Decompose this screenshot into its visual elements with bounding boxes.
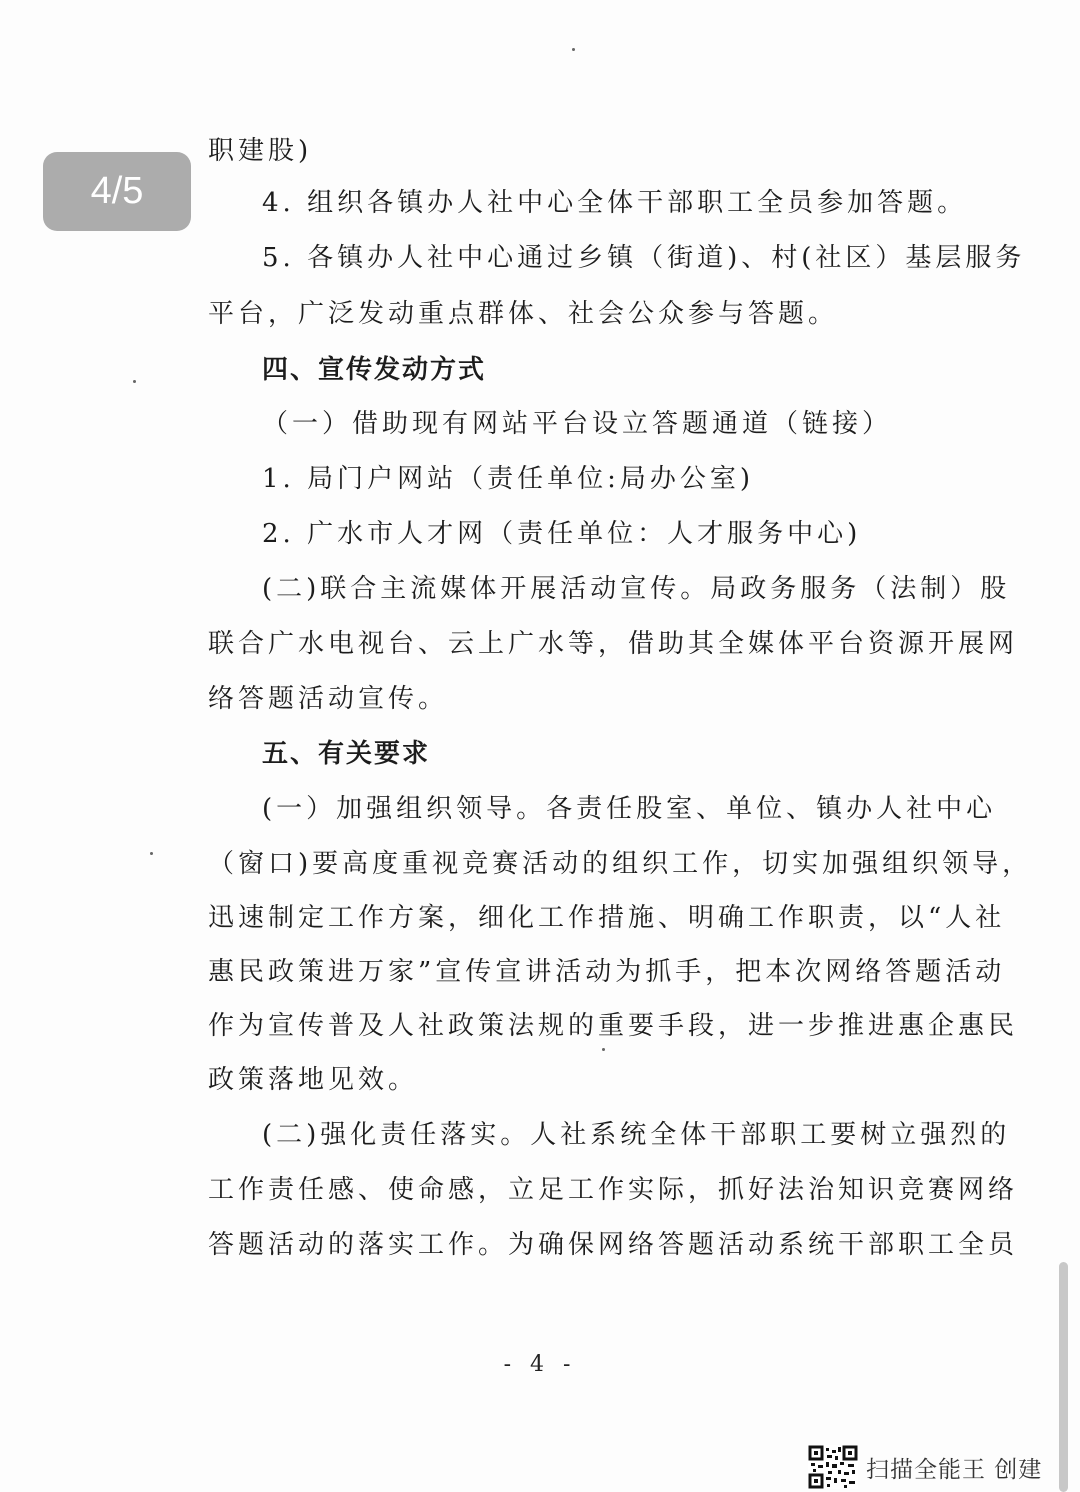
doc-line-7: 1. 局门户网站（责任单位:局办公室) (262, 464, 754, 494)
doc-line-3: 5. 各镇办人社中心通过乡镇（街道)、村(社区）基层服务 (262, 243, 1026, 273)
doc-line-4: 平台，广泛发动重点群体、社会公众参与答题。 (208, 299, 839, 329)
scan-speck (572, 48, 575, 51)
doc-line-13: (一）加强组织领导。各责任股室、单位、镇办人社中心 (262, 794, 997, 824)
doc-line-10: 联合广水电视台、云上广水等，借助其全媒体平台资源开展网 (208, 629, 1019, 659)
watermark-text: 扫描全能王 创建 (866, 1456, 1043, 1483)
doc-line-2: 4. 组织各镇办人社中心全体干部职工全员参加答题。 (262, 188, 968, 218)
doc-line-15: 迅速制定工作方案，细化工作措施、明确工作职责，以“人社 (208, 903, 1006, 933)
doc-line-18: 政策落地见效。 (208, 1065, 419, 1095)
doc-line-8: 2. 广水市人才网（责任单位：人才服务中心) (262, 519, 862, 549)
doc-line-11: 络答题活动宣传。 (208, 684, 449, 714)
scan-speck (133, 380, 136, 383)
qr-code-icon (808, 1445, 858, 1489)
scan-speck (602, 1048, 605, 1051)
doc-line-16: 惠民政策进万家”宣传宣讲活动为抓手，把本次网络答题活动 (208, 957, 1006, 987)
page-counter-badge: 4/5 (43, 152, 191, 231)
doc-line-6: （一）借助现有网站平台设立答题通道（链接） (262, 409, 893, 439)
doc-line-19: (二)强化责任落实。人社系统全体干部职工要树立强烈的 (262, 1120, 1011, 1150)
section-heading-5: 五、有关要求 (262, 739, 431, 769)
page-number: - 4 - (503, 1352, 577, 1377)
section-heading-4: 四、宣传发动方式 (262, 355, 487, 385)
doc-line-20: 工作责任感、使命感，立足工作实际，抓好法治知识竞赛网络 (208, 1175, 1019, 1205)
scrollbar-thumb[interactable] (1059, 1262, 1068, 1492)
doc-line-9: (二)联合主流媒体开展活动宣传。局政务服务（法制）股 (262, 574, 1011, 604)
scan-speck (150, 852, 153, 855)
doc-line-1: 职建股) (208, 136, 313, 166)
doc-line-21: 答题活动的落实工作。为确保网络答题活动系统干部职工全员 (208, 1230, 1019, 1260)
doc-line-14: （窗口)要高度重视竞赛活动的组织工作，切实加强组织领导， (208, 849, 1033, 879)
doc-line-17: 作为宣传普及人社政策法规的重要手段，进一步推进惠企惠民 (208, 1011, 1019, 1041)
scanner-watermark (808, 1445, 1042, 1489)
